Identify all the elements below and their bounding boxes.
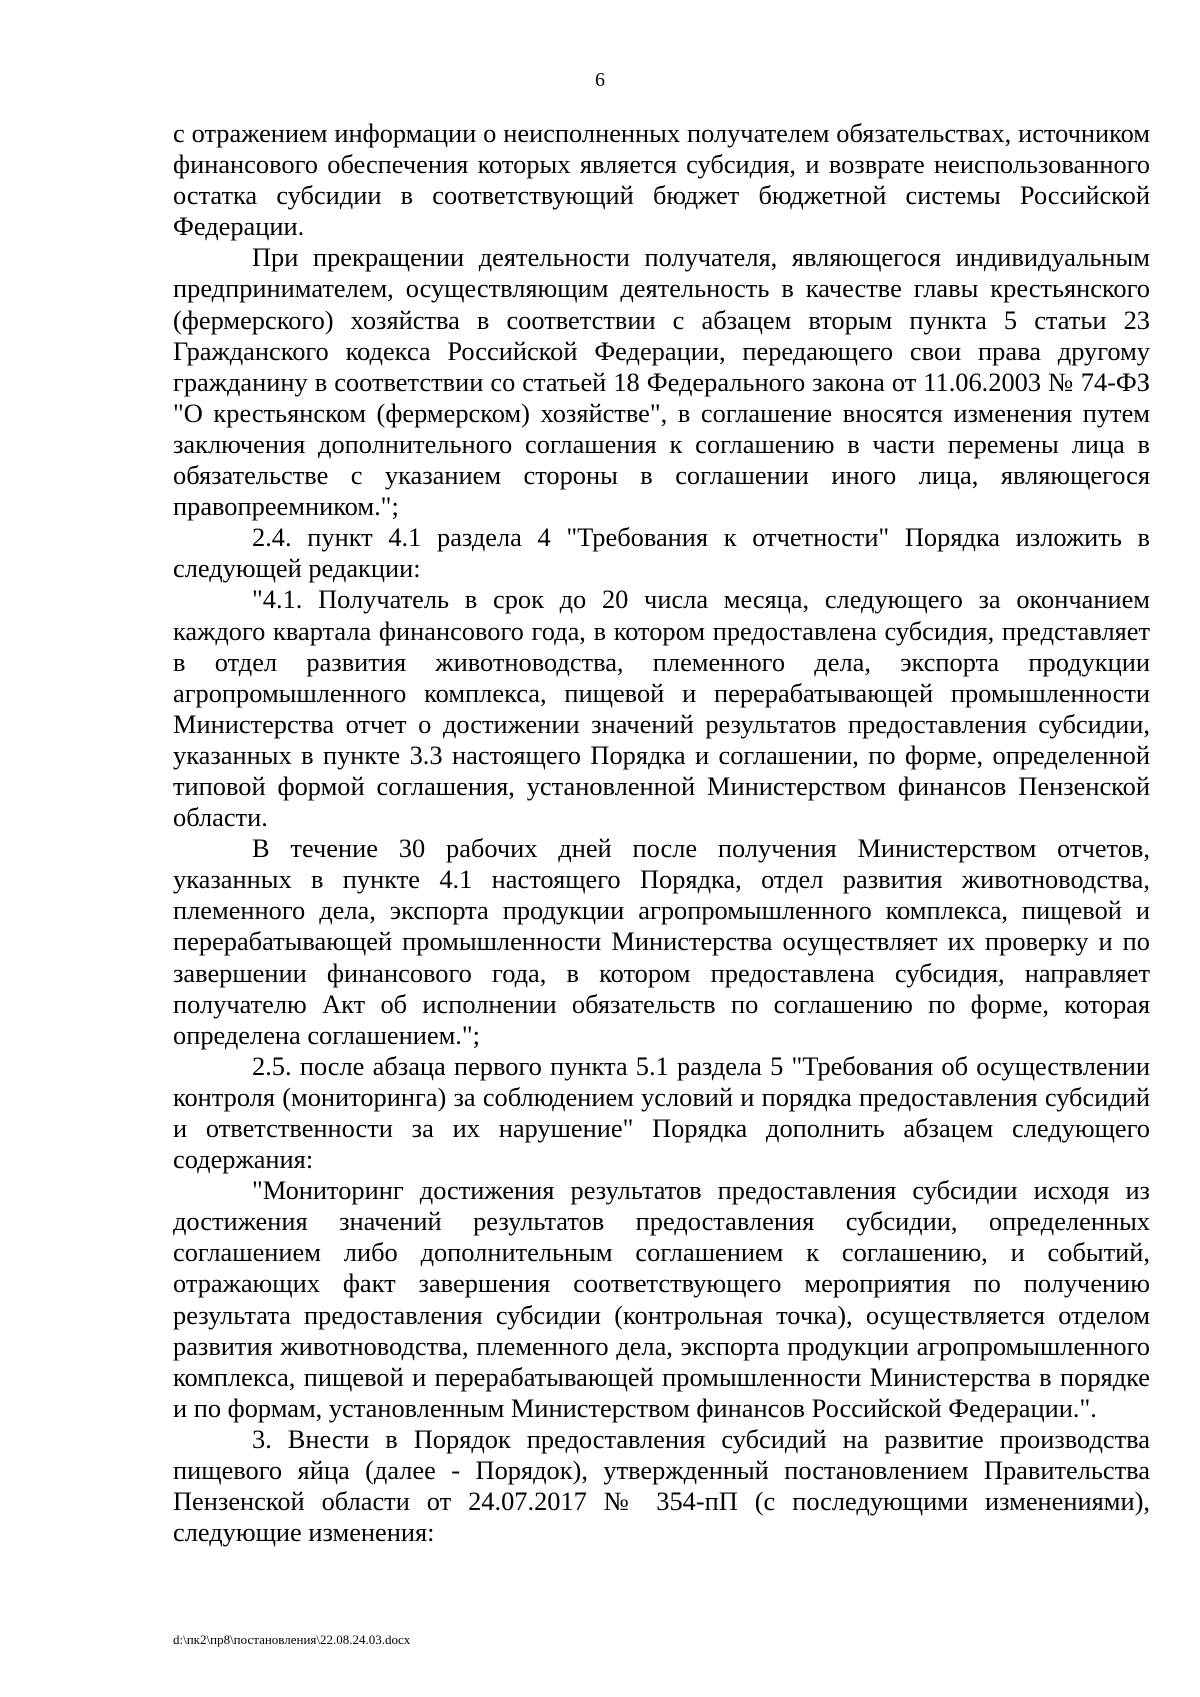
paragraph: с отражением информации о неисполненных получателем обязательствах, источником финансового обеспечения которых является субсидия, и возврате неиспользованного остатка субсидии в соответствующий бюджет бюджетной системы Российской Федерации. bbox=[173, 118, 1150, 242]
footer-file-path: d:\пк2\пр8\постановления\22.08.24.03.docx bbox=[173, 1632, 411, 1647]
paragraph: "4.1. Получатель в срок до 20 числа месяца, следующего за окончанием каждого квартала финансового года, в котором предоставлена субсидия, представляет в отдел развития животноводства, племенного дела, экспорта продукции агропромышленного комплекса, пищевой и перерабатывающей промышленности Министерства отчет о достижении значений результатов предоставления субсидии, указанных в пункте 3.3 настоящего Порядка и соглашении, по форме, определенной типовой формой соглашения, установленной Министерством финансов Пензенской области. bbox=[173, 584, 1150, 833]
paragraph: 3. Внести в Порядок предоставления субсидий на развитие производства пищевого яйца (далее - Порядок), утвержденный постановлением Правительства Пензенской области от 24.07.2017 № 354-пП (с последующими изменениями), следующие изменения: bbox=[173, 1423, 1150, 1548]
paragraph: 2.4. пункт 4.1 раздела 4 "Требования к отчетности" Порядка изложить в следующей редакции: bbox=[173, 522, 1150, 584]
page-number: 6 bbox=[595, 69, 605, 91]
paragraph: В течение 30 рабочих дней после получения Министерством отчетов, указанных в пункте 4.1 настоящего Порядка, отдел развития животноводства, племенного дела, экспорта продукции агропромышленного комплекса, пищевой и перерабатывающей промышленности Министерства осуществляет их проверку и по завершении финансового года, в котором предоставлена субсидия, направляет получателю Акт об исполнении обязательств по соглашению по форме, которая определена соглашением."; bbox=[173, 833, 1150, 1050]
paragraph: При прекращении деятельности получателя, являющегося индивидуальным предпринимателем, осуществляющим деятельность в качестве главы крестьянского (фермерского) хозяйства в соответствии с абзацем вторым пункта 5 статьи 23 Гражданского кодекса Российской Федерации, передающего свои права другому гражданину в соответствии со статьей 18 Федерального закона от 11.06.2003 № 74-ФЗ "О крестьянском (фермерском) хозяйстве", в соглашение вносятся изменения путем заключения дополнительного соглашения к соглашению в части перемены лица в обязательстве с указанием стороны в соглашении иного лица, являющегося правопреемником."; bbox=[173, 242, 1150, 522]
paragraph: "Мониторинг достижения результатов предоставления субсидии исходя из достижения значений результатов предоставления субсидии, определенных соглашением либо дополнительным соглашением к соглашению, и событий, отражающих факт завершения соответствующего мероприятия по получению результата предоставления субсидии (контрольная точка), осуществляется отделом развития животноводства, племенного дела, экспорта продукции агропромышленного комплекса, пищевой и перерабатывающей промышленности Министерства в порядке и по формам, установленным Министерством финансов Российской Федерации.". bbox=[173, 1175, 1150, 1423]
paragraph: 2.5. после абзаца первого пункта 5.1 раздела 5 "Требования об осуществлении контроля (мониторинга) за соблюдением условий и порядка предоставления субсидий и ответственности за их нарушение" Порядка дополнить абзацем следующего содержания: bbox=[173, 1050, 1150, 1175]
document-body bbox=[173, 118, 1150, 1548]
